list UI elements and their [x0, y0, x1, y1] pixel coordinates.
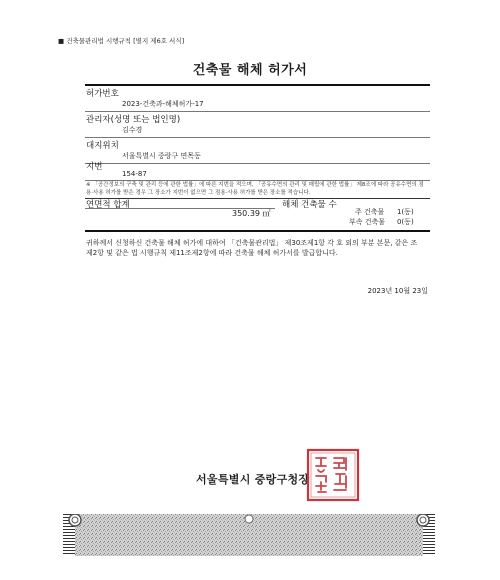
main-building-value: 1(동)	[397, 208, 414, 216]
section-rule	[85, 230, 430, 232]
lot-value: 154-87	[122, 170, 147, 178]
divider	[85, 137, 430, 138]
divider	[85, 111, 430, 112]
total-area-value: 350.39 ㎡	[232, 209, 271, 218]
issuer-name: 서울특별시 중랑구청장	[196, 473, 310, 486]
site-label: 대지위치	[86, 141, 119, 151]
permit-no-label: 허가번호	[86, 89, 119, 99]
security-pattern-strip	[63, 514, 435, 556]
lot-label: 지번	[86, 162, 103, 172]
building-count-label: 해체 건축물 수	[282, 200, 337, 210]
sub-building-label: 부속 건축물	[349, 218, 386, 226]
lot-note: ※ 「공간정보의 구축 및 관리 등에 관한 법률」에 따른 지번을 적으며, 「공유수면의 관리 및 매립에 관한 법률」 제8조에 따라 공유수면의 점용·사용 허가를 받은 경우 그 장소가 지번이 없으면 그 점용·사용 허가를 받은 장소를 적습니다.	[86, 182, 424, 196]
top-rule	[85, 84, 430, 86]
divider	[85, 198, 430, 199]
sub-building-value: 0(동)	[397, 218, 414, 226]
form-reference: ■ 건축물관리법 시행규칙 [별지 제6호 서식]	[58, 37, 185, 45]
issue-date: 2023년 10월 23일	[367, 287, 428, 295]
divider	[85, 163, 430, 164]
document-title: 건축물 해체 허가서	[192, 63, 308, 78]
permit-no-value: 2023-건축과-해체허가-17	[122, 100, 204, 108]
official-seal-stamp	[306, 448, 360, 502]
permit-statement: 귀하께서 신청하신 건축물 해체 허가에 대하여 「건축물관리법」 제30조제1항 각 호 외의 부분 본문, 같은 조 제2항 및 같은 법 시행규칙 제11조제2항에 따라 건축물 해체 허가서를 발급합니다.	[86, 239, 418, 257]
manager-value: 김수경	[122, 126, 143, 134]
site-value: 서울특별시 중랑구 면목동	[122, 152, 201, 160]
total-area-label: 연면적 합계	[86, 200, 130, 210]
manager-label: 관리자(성명 또는 법인명)	[86, 115, 181, 125]
main-building-label: 주 건축물	[355, 208, 385, 216]
